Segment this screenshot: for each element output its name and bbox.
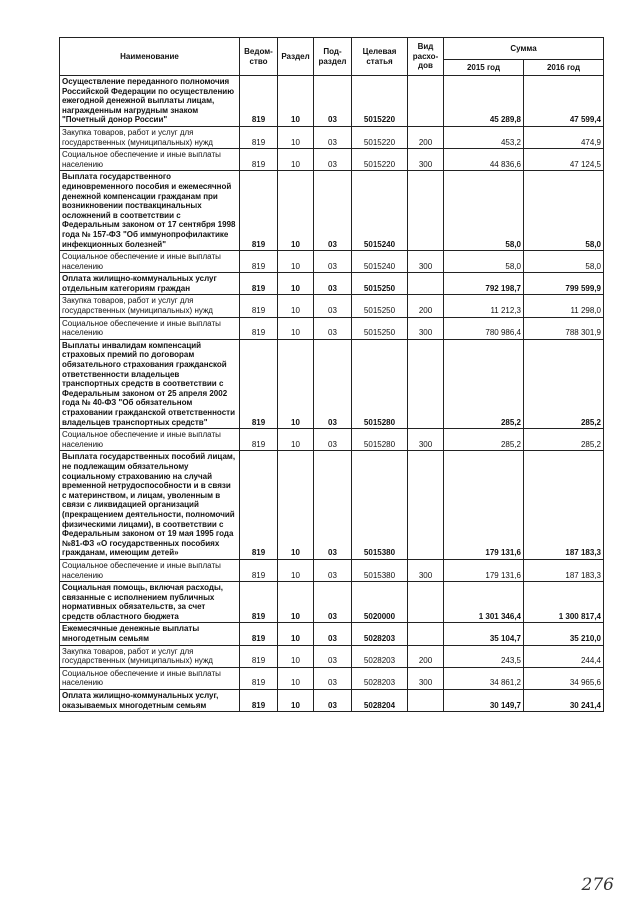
row-target: 5015220 — [352, 149, 408, 171]
row-expense-type: 300 — [408, 149, 444, 171]
row-expense-type: 300 — [408, 559, 444, 581]
row-dept: 819 — [240, 149, 278, 171]
row-dept: 819 — [240, 667, 278, 689]
row-sum-2016: 187 183,3 — [524, 559, 604, 581]
row-sum-2016: 58,0 — [524, 251, 604, 273]
row-subsection: 03 — [314, 171, 352, 251]
header-expense-type: Вид расхо-дов — [408, 38, 444, 76]
row-dept: 819 — [240, 317, 278, 339]
header-dept: Ведом-ство — [240, 38, 278, 76]
row-name: Осуществление переданного полномочия Российской Федерации по осуществлению ежегодной денежной выплаты лицам, награжденным нагрудным знаком "Почетный донор России" — [60, 76, 240, 127]
row-sum-2015: 792 198,7 — [444, 273, 524, 295]
row-name: Ежемесячные денежные выплаты многодетным семьям — [60, 623, 240, 645]
row-subsection: 03 — [314, 76, 352, 127]
row-expense-type: 300 — [408, 429, 444, 451]
table-row — [60, 429, 604, 451]
row-sum-2015: 1 301 346,4 — [444, 582, 524, 623]
row-sum-2015: 35 104,7 — [444, 623, 524, 645]
table-row — [60, 295, 604, 317]
row-sum-2016: 244,4 — [524, 645, 604, 667]
row-target: 5015220 — [352, 126, 408, 148]
table-row — [60, 76, 604, 127]
row-name: Социальное обеспечение и иные выплаты населению — [60, 429, 240, 451]
row-sum-2015: 453,2 — [444, 126, 524, 148]
row-sum-2016: 58,0 — [524, 171, 604, 251]
row-dept: 819 — [240, 251, 278, 273]
row-target: 5015250 — [352, 295, 408, 317]
row-name: Социальное обеспечение и иные выплаты населению — [60, 149, 240, 171]
row-subsection: 03 — [314, 339, 352, 428]
row-section: 10 — [278, 667, 314, 689]
row-section: 10 — [278, 623, 314, 645]
row-dept: 819 — [240, 451, 278, 560]
header-year-2015: 2015 год — [444, 60, 524, 76]
row-sum-2015: 243,5 — [444, 645, 524, 667]
row-sum-2016: 34 965,6 — [524, 667, 604, 689]
row-sum-2015: 30 149,7 — [444, 690, 524, 712]
table-row — [60, 149, 604, 171]
row-expense-type — [408, 582, 444, 623]
row-name: Социальное обеспечение и иные выплаты населению — [60, 317, 240, 339]
row-expense-type — [408, 339, 444, 428]
row-name: Социальная помощь, включая расходы, связанные с исполнением публичных нормативных обязательств, за счет средств областного бюджета — [60, 582, 240, 623]
header-subsection: Под-раздел — [314, 38, 352, 76]
row-section: 10 — [278, 149, 314, 171]
header-sum: Сумма — [444, 38, 604, 60]
row-sum-2015: 45 289,8 — [444, 76, 524, 127]
row-expense-type: 300 — [408, 251, 444, 273]
table-body — [60, 76, 604, 712]
row-target: 5015240 — [352, 171, 408, 251]
row-name: Оплата жилищно-коммунальных услуг отдельным категориям граждан — [60, 273, 240, 295]
row-target: 5028203 — [352, 645, 408, 667]
row-subsection: 03 — [314, 126, 352, 148]
row-subsection: 03 — [314, 429, 352, 451]
row-section: 10 — [278, 429, 314, 451]
row-sum-2015: 285,2 — [444, 339, 524, 428]
table-row — [60, 559, 604, 581]
row-expense-type — [408, 451, 444, 560]
row-subsection: 03 — [314, 451, 352, 560]
row-subsection: 03 — [314, 317, 352, 339]
row-section: 10 — [278, 559, 314, 581]
row-subsection: 03 — [314, 149, 352, 171]
row-name: Социальное обеспечение и иные выплаты населению — [60, 559, 240, 581]
row-sum-2015: 11 212,3 — [444, 295, 524, 317]
table-row — [60, 645, 604, 667]
row-name: Закупка товаров, работ и услуг для государственных (муниципальных) нужд — [60, 645, 240, 667]
table-row — [60, 171, 604, 251]
row-expense-type: 200 — [408, 126, 444, 148]
row-name: Выплаты инвалидам компенсаций страховых премий по договорам обязательного страхования гражданской ответственности владельцев транспортных средств в соответствии с Федеральным законом от 25 апреля 2002 года № 40-ФЗ "Об обязательном страховании гражданской ответственности владельцев транспортных средств" — [60, 339, 240, 428]
row-sum-2015: 44 836,6 — [444, 149, 524, 171]
row-section: 10 — [278, 582, 314, 623]
row-subsection: 03 — [314, 667, 352, 689]
row-subsection: 03 — [314, 251, 352, 273]
row-dept: 819 — [240, 171, 278, 251]
row-name: Социальное обеспечение и иные выплаты населению — [60, 667, 240, 689]
row-dept: 819 — [240, 623, 278, 645]
row-dept: 819 — [240, 339, 278, 428]
row-sum-2016: 799 599,9 — [524, 273, 604, 295]
row-subsection: 03 — [314, 582, 352, 623]
row-section: 10 — [278, 645, 314, 667]
row-sum-2015: 780 986,4 — [444, 317, 524, 339]
row-dept: 819 — [240, 690, 278, 712]
row-sum-2016: 35 210,0 — [524, 623, 604, 645]
row-section: 10 — [278, 251, 314, 273]
row-target: 5015250 — [352, 273, 408, 295]
row-name: Закупка товаров, работ и услуг для государственных (муниципальных) нужд — [60, 295, 240, 317]
row-subsection: 03 — [314, 559, 352, 581]
row-dept: 819 — [240, 126, 278, 148]
row-section: 10 — [278, 339, 314, 428]
row-subsection: 03 — [314, 273, 352, 295]
row-expense-type: 300 — [408, 317, 444, 339]
row-target: 5015250 — [352, 317, 408, 339]
row-sum-2016: 30 241,4 — [524, 690, 604, 712]
table-row — [60, 273, 604, 295]
row-sum-2016: 47 599,4 — [524, 76, 604, 127]
header-section: Раздел — [278, 38, 314, 76]
table-header — [60, 38, 604, 76]
row-sum-2015: 58,0 — [444, 251, 524, 273]
row-name: Выплата государственного единовременного пособия и ежемесячной денежной компенсации гражданам при возникновении поствакцинальных осложнений в соответствии с Федеральным законом от 17 сентября 1998 года № 157-ФЗ "Об иммунопрофилактике инфекционных болезней" — [60, 171, 240, 251]
row-dept: 819 — [240, 559, 278, 581]
row-sum-2016: 474,9 — [524, 126, 604, 148]
row-subsection: 03 — [314, 623, 352, 645]
row-name: Оплата жилищно-коммунальных услуг, оказываемых многодетным семьям — [60, 690, 240, 712]
table-row — [60, 251, 604, 273]
row-section: 10 — [278, 273, 314, 295]
row-target: 5015280 — [352, 429, 408, 451]
table-row — [60, 317, 604, 339]
row-expense-type: 300 — [408, 667, 444, 689]
row-section: 10 — [278, 295, 314, 317]
row-target: 5028203 — [352, 623, 408, 645]
row-dept: 819 — [240, 273, 278, 295]
row-target: 5020000 — [352, 582, 408, 623]
row-dept: 819 — [240, 76, 278, 127]
row-sum-2016: 11 298,0 — [524, 295, 604, 317]
row-target: 5028203 — [352, 667, 408, 689]
row-target: 5015380 — [352, 559, 408, 581]
row-target: 5028204 — [352, 690, 408, 712]
row-section: 10 — [278, 451, 314, 560]
row-expense-type — [408, 76, 444, 127]
row-subsection: 03 — [314, 690, 352, 712]
row-name: Социальное обеспечение и иные выплаты населению — [60, 251, 240, 273]
row-sum-2015: 58,0 — [444, 171, 524, 251]
row-section: 10 — [278, 76, 314, 127]
row-section: 10 — [278, 317, 314, 339]
table-row — [60, 623, 604, 645]
row-dept: 819 — [240, 582, 278, 623]
row-expense-type — [408, 273, 444, 295]
header-name: Наименование — [60, 38, 240, 76]
row-expense-type — [408, 171, 444, 251]
row-sum-2016: 47 124,5 — [524, 149, 604, 171]
row-sum-2015: 285,2 — [444, 429, 524, 451]
row-section: 10 — [278, 126, 314, 148]
row-sum-2015: 179 131,6 — [444, 451, 524, 560]
row-sum-2016: 1 300 817,4 — [524, 582, 604, 623]
row-name: Закупка товаров, работ и услуг для государственных (муниципальных) нужд — [60, 126, 240, 148]
row-target: 5015240 — [352, 251, 408, 273]
row-sum-2015: 34 861,2 — [444, 667, 524, 689]
row-expense-type: 200 — [408, 295, 444, 317]
table-row — [60, 451, 604, 560]
row-expense-type — [408, 690, 444, 712]
header-year-2016: 2016 год — [524, 60, 604, 76]
row-subsection: 03 — [314, 295, 352, 317]
row-sum-2016: 788 301,9 — [524, 317, 604, 339]
row-subsection: 03 — [314, 645, 352, 667]
row-section: 10 — [278, 171, 314, 251]
row-dept: 819 — [240, 295, 278, 317]
table-row — [60, 667, 604, 689]
row-sum-2016: 285,2 — [524, 339, 604, 428]
row-target: 5015380 — [352, 451, 408, 560]
row-name: Выплата государственных пособий лицам, не подлежащим обязательному социальному страхованию на случай временной нетрудоспособности и в связи с материнством, и лицам, уволенным в связи с ликвидацией организаций (прекращением деятельности, полномочий физическими лицами), в соответствии с Федеральным законом от 19 мая 1995 года №81-ФЗ «О государственных пособиях гражданам, имеющим детей» — [60, 451, 240, 560]
row-sum-2015: 179 131,6 — [444, 559, 524, 581]
row-dept: 819 — [240, 645, 278, 667]
row-sum-2016: 285,2 — [524, 429, 604, 451]
table-row — [60, 339, 604, 428]
row-expense-type: 200 — [408, 645, 444, 667]
header-target: Целевая статья — [352, 38, 408, 76]
page-number: 276 — [581, 875, 614, 895]
row-section: 10 — [278, 690, 314, 712]
row-target: 5015220 — [352, 76, 408, 127]
budget-table — [59, 37, 604, 712]
table-row — [60, 690, 604, 712]
table-row — [60, 582, 604, 623]
row-sum-2016: 187 183,3 — [524, 451, 604, 560]
table-row — [60, 126, 604, 148]
row-dept: 819 — [240, 429, 278, 451]
row-expense-type — [408, 623, 444, 645]
row-target: 5015280 — [352, 339, 408, 428]
